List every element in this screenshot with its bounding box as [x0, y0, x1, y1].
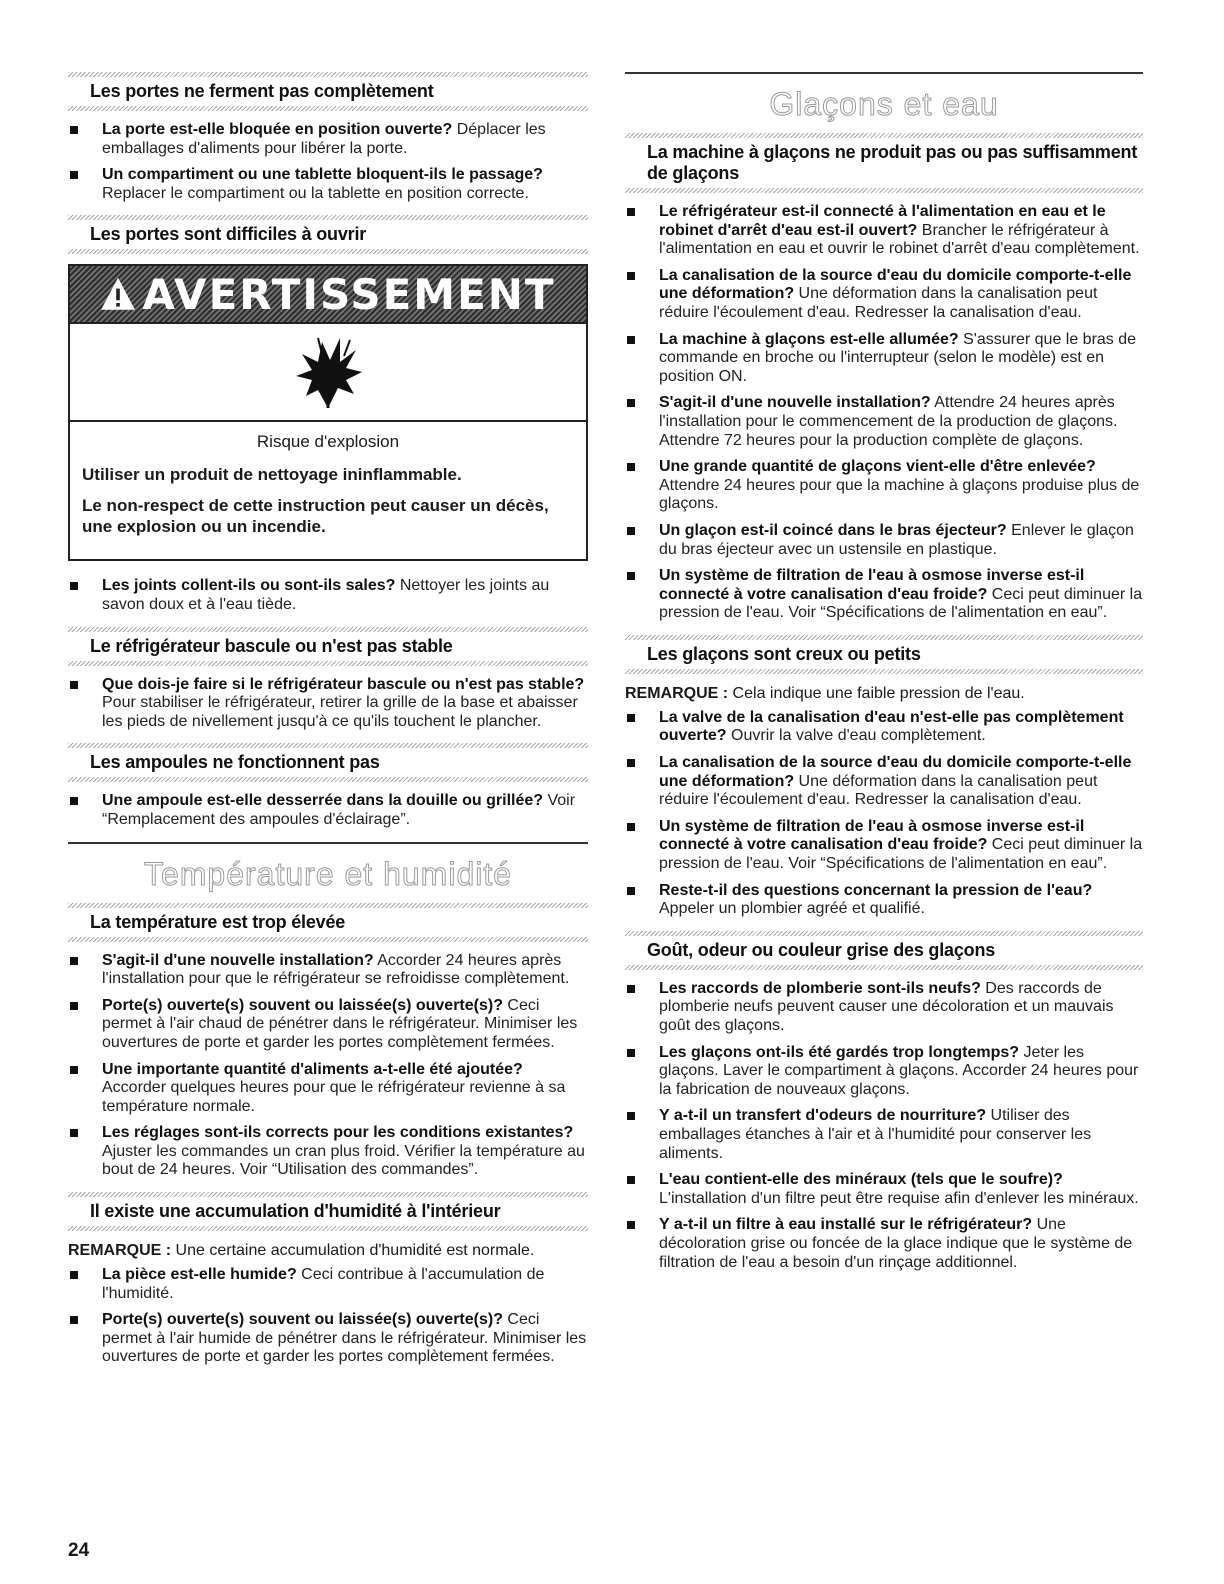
subheading-title: Il existe une accumulation d'humidité à l'intérieur [90, 1201, 501, 1222]
subheading-doors-not-closing [68, 72, 588, 111]
note: REMARQUE : Cela indique une faible pression de l'eau. [625, 684, 1025, 702]
bullet-list [68, 952, 588, 1181]
subheading-hollow-cubes [625, 635, 1143, 674]
warning-header [70, 266, 586, 324]
bullet-list [68, 792, 588, 829]
warning-line-1: Utiliser un produit de nettoyage ininflammable. [82, 465, 462, 485]
bullet-list [68, 1266, 588, 1367]
list-item: Un système de filtration de l'eau à osmose inverse est-il connecté à votre canalisation d'eau froide? Ceci peut diminuer la pression de l'eau. Voir “Spécifications de l'alimentation en eau”. [625, 567, 1143, 623]
bullet-list [68, 577, 588, 614]
warning-line-2: Le non-respect de cette instruction peut causer un décès, une explosion ou un incendie. [82, 496, 549, 537]
section-title-temperature [68, 842, 588, 893]
subheading-title: Goût, odeur ou couleur grise des glaçons [647, 939, 996, 960]
subheading-title: Le réfrigérateur bascule ou n'est pas stable [90, 635, 453, 656]
warning-box [68, 264, 588, 561]
subheading-title: La machine à glaçons ne produit pas ou pas suffisamment de glaçons [647, 142, 1138, 183]
list-item: Y a-t-il un transfert d'odeurs de nourriture? Utiliser des emballages étanches à l'air et à l'humidité pour conserver les aliments. [625, 1107, 1143, 1163]
list-item: Les raccords de plomberie sont-ils neufs? Des raccords de plomberie neufs peuvent causer une décoloration et un mauvais goût des glaçons. [625, 980, 1143, 1036]
list-item: La valve de la canalisation d'eau n'est-elle pas complètement ouverte? Ouvrir la valve d'eau complètement. [625, 709, 1143, 746]
subheading-bulbs [68, 743, 588, 782]
list-item: Le réfrigérateur est-il connecté à l'alimentation en eau et le robinet d'arrêt d'eau est-il ouvert? Brancher le réfrigérateur à l'alimentation en eau et ouvrir le robinet d'arrêt d'eau complètement. [625, 203, 1143, 259]
list-item: Les réglages sont-ils corrects pour les conditions existantes? Ajuster les commandes un cran plus froid. Vérifier la température au bout de 24 heures. Voir “Utilisation des commandes”. [68, 1124, 588, 1180]
warning-triangle-icon [100, 276, 136, 312]
warning-heading: AVERTISSEMENT [142, 269, 556, 319]
list-item: La machine à glaçons est-elle allumée? S'assurer que le bras de commande en broche ou l'interrupteur (selon le modèle) est en position ON. [625, 331, 1143, 387]
subheading-title: Les portes ne ferment pas complètement [90, 81, 434, 101]
subheading-title: Les ampoules ne fonctionnent pas [90, 752, 380, 773]
list-item: Y a-t-il un filtre à eau installé sur le réfrigérateur? Une décoloration grise ou foncée de la glace indique que le système de filtration de l'eau a besoin d'un rinçage additionnel. [625, 1216, 1143, 1272]
subheading-fridge-tilts [68, 627, 588, 666]
right-column [625, 72, 1143, 1284]
bullet-list [625, 980, 1143, 1272]
list-item: La canalisation de la source d'eau du domicile comporte-t-elle une déformation? Une déformation dans la canalisation peut réduire l'écoulement d'eau. Redresser la canalisation d'eau. [625, 267, 1143, 323]
subheading-taste-odor [625, 931, 1143, 970]
explosion-icon [288, 332, 368, 412]
warning-risk: Risque d'explosion [256, 432, 400, 452]
bullet-list [625, 709, 1143, 919]
list-item: La porte est-elle bloquée en position ouverte? Déplacer les emballages d'aliments pour libérer la porte. [68, 121, 588, 158]
subheading-title: La température est trop élevée [90, 911, 346, 932]
warning-icon-row [70, 324, 586, 422]
section-title-text: Glaçons et eau [769, 86, 999, 122]
subheading-icemaker [625, 133, 1143, 193]
list-item: Les glaçons ont-ils été gardés trop longtemps? Jeter les glaçons. Laver le compartiment à glaçons. Accorder 24 heures pour la fabrication de nouveaux glaçons. [625, 1044, 1143, 1100]
subheading-temperature-high [68, 903, 588, 942]
warning-body [70, 422, 586, 559]
list-item: Un système de filtration de l'eau à osmose inverse est-il connecté à votre canalisation d'eau froide? Ceci peut diminuer la pression de l'eau. Voir “Spécifications de l'alimentation en eau”. [625, 818, 1143, 874]
list-item: Porte(s) ouverte(s) souvent ou laissée(s) ouverte(s)? Ceci permet à l'air humide de pénétrer dans le réfrigérateur. Minimiser les ouvertures de porte et garder les portes complètement fermées. [68, 1311, 588, 1367]
list-item: La canalisation de la source d'eau du domicile comporte-t-elle une déformation? Une déformation dans la canalisation peut réduire l'écoulement d'eau. Redresser la canalisation d'eau. [625, 754, 1143, 810]
list-item: L'eau contient-elle des minéraux (tels que le soufre)? L'installation d'un filtre peut être requise afin d'enlever les minéraux. [625, 1171, 1143, 1208]
bullet-list [625, 203, 1143, 623]
list-item: Que dois-je faire si le réfrigérateur bascule ou n'est pas stable? Pour stabiliser le réfrigérateur, retirer la grille de la base et abaisser les pieds de nivellement jusqu'à ce qu'ils touchent le plancher. [68, 676, 588, 732]
list-item: S'agit-il d'une nouvelle installation? Accorder 24 heures après l'installation pour que le réfrigérateur se refroidisse complètement. [68, 952, 588, 989]
subheading-title: Les portes sont difficiles à ouvrir [90, 224, 367, 245]
bullet-list [68, 676, 588, 732]
list-item: Une grande quantité de glaçons vient-elle d'être enlevée? Attendre 24 heures pour que la machine à glaçons produise plus de glaçons. [625, 458, 1143, 514]
list-item: Une importante quantité d'aliments a-t-elle été ajoutée? Accorder quelques heures pour que le réfrigérateur revienne à sa température normale. [68, 1061, 588, 1117]
list-item: Reste-t-il des questions concernant la pression de l'eau? Appeler un plombier agréé et qualifié. [625, 882, 1143, 919]
list-item: La pièce est-elle humide? Ceci contribue à l'accumulation de l'humidité. [68, 1266, 588, 1303]
list-item: Une ampoule est-elle desserrée dans la douille ou grillée? Voir “Remplacement des ampoules d'éclairage”. [68, 792, 588, 829]
list-item: Un glaçon est-il coincé dans le bras éjecteur? Enlever le glaçon du bras éjecteur avec un ustensile en plastique. [625, 522, 1143, 559]
list-item: Porte(s) ouverte(s) souvent ou laissée(s) ouverte(s)? Ceci permet à l'air chaud de pénétrer dans le réfrigérateur. Minimiser les ouvertures de porte et garder les portes complètement fermées. [68, 997, 588, 1053]
bullet-list [68, 121, 588, 203]
section-title-text: Température et humidité [143, 855, 513, 892]
left-column [68, 72, 588, 1379]
subheading-humidity [68, 1192, 588, 1231]
list-item: Un compartiment ou une tablette bloquent-ils le passage? Replacer le compartiment ou la tablette en position correcte. [68, 166, 588, 203]
list-item: Les joints collent-ils ou sont-ils sales? Nettoyer les joints au savon doux et à l'eau tiède. [68, 577, 588, 614]
subheading-title: Les glaçons sont creux ou petits [647, 643, 921, 664]
list-item: S'agit-il d'une nouvelle installation? Attendre 24 heures après l'installation pour le commencement de la production de glaçons. Attendre 72 heures pour la production complète de glaçons. [625, 394, 1143, 450]
section-title-ice-water [625, 72, 1143, 123]
page-number: 24 [68, 1540, 90, 1561]
subheading-doors-hard-to-open [68, 215, 588, 254]
note: REMARQUE : Une certaine accumulation d'humidité est normale. [68, 1242, 535, 1260]
